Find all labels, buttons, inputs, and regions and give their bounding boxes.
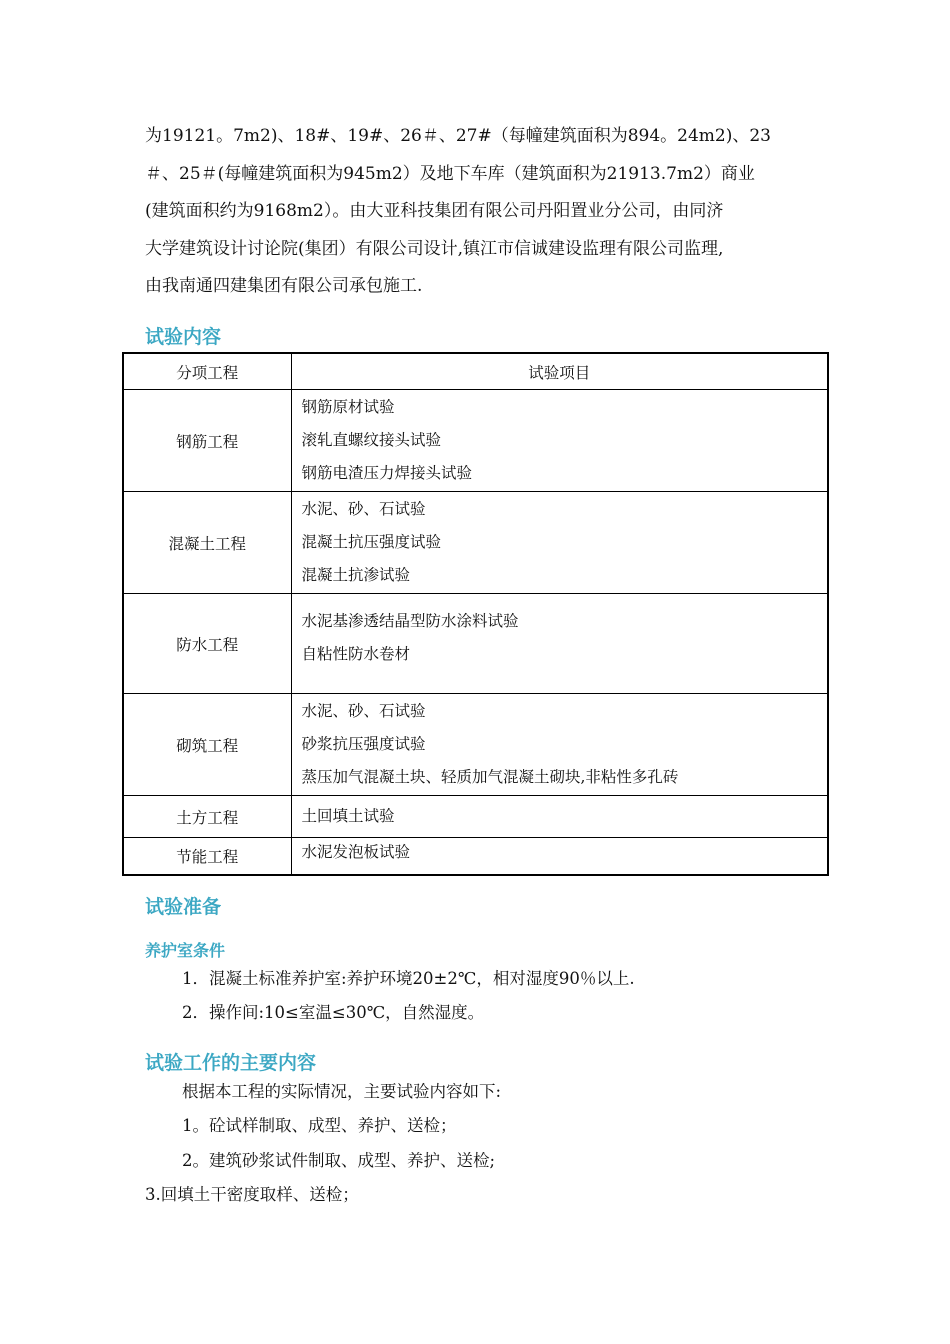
table-row	[123, 492, 828, 594]
table-row	[123, 694, 828, 796]
table-row	[123, 838, 828, 875]
row-category: 防水工程	[123, 594, 291, 694]
intro-line: (建筑面积约为9168m2）。由大亚科技集团有限公司丹阳置业分公司，由同济	[145, 201, 724, 221]
table-row	[123, 594, 828, 694]
row-category: 钢筋工程	[123, 390, 291, 492]
intro-line: 为19121。7m2)、18#、19#、26＃、27#（每幢建筑面积为894。24m2)、23	[145, 126, 772, 146]
main-work-intro: 根据本工程的实际情况，主要试验内容如下:	[182, 1082, 502, 1101]
row-category: 混凝土工程	[123, 492, 291, 594]
row-items	[291, 796, 828, 838]
curing-item: 2．操作间:10≤室温≤30℃，自然湿度。	[182, 1003, 485, 1022]
header-test-items: 试验项目	[291, 353, 828, 390]
section-heading-preparation: 试验准备	[145, 896, 222, 918]
table-row	[123, 796, 828, 838]
row-items	[291, 492, 828, 594]
test-item: 混凝土抗渗试验	[301, 566, 411, 584]
section-heading-main-work: 试验工作的主要内容	[145, 1052, 317, 1074]
intro-line: 由我南通四建集团有限公司承包施工.	[145, 276, 423, 296]
test-item: 水泥发泡板试验	[301, 843, 411, 861]
table-header-row	[123, 353, 828, 390]
test-item: 水泥基渗透结晶型防水涂料试验	[301, 612, 519, 630]
test-item: 自粘性防水卷材	[301, 645, 411, 663]
row-items	[291, 694, 828, 796]
row-category: 砌筑工程	[123, 694, 291, 796]
row-category: 土方工程	[123, 796, 291, 838]
test-item: 滚轧直螺纹接头试验	[301, 431, 442, 449]
test-item: 钢筋原材试验	[301, 398, 395, 416]
test-item: 水泥、砂、石试验	[301, 500, 426, 518]
test-item: 水泥、砂、石试验	[301, 702, 426, 720]
row-category: 节能工程	[123, 838, 291, 875]
row-items	[291, 594, 828, 694]
main-work-item: 1。砼试样制取、成型、养护、送检；	[182, 1116, 457, 1135]
main-work-item: 3.回填土干密度取样、送检；	[145, 1185, 359, 1204]
row-items	[291, 838, 828, 875]
test-item: 钢筋电渣压力焊接头试验	[301, 464, 473, 482]
intro-paragraph	[145, 118, 825, 306]
row-items	[291, 390, 828, 492]
intro-line: ＃、25＃(每幢建筑面积为945m2）及地下车库（建筑面积为21913.7m2）商业	[145, 163, 755, 184]
section-heading-test-content: 试验内容	[145, 326, 222, 348]
curing-item: 1．混凝土标准养护室:养护环境20±2℃，相对湿度90％以上.	[182, 969, 635, 988]
table-row	[123, 390, 828, 492]
test-item: 混凝土抗压强度试验	[301, 533, 442, 551]
test-items-table	[122, 352, 829, 876]
intro-line: 大学建筑设计讨论院(集团）有限公司设计,镇江市信诚建设监理有限公司监理,	[145, 238, 724, 259]
main-work-item: 2。建筑砂浆试件制取、成型、养护、送检;	[182, 1151, 496, 1170]
subsection-heading-curing: 养护室条件	[145, 941, 226, 960]
header-category: 分项工程	[123, 353, 291, 390]
test-item: 蒸压加气混凝土块、轻质加气混凝土砌块,非粘性多孔砖	[301, 768, 679, 786]
test-item: 土回填土试验	[301, 807, 395, 825]
test-item: 砂浆抗压强度试验	[301, 735, 426, 753]
